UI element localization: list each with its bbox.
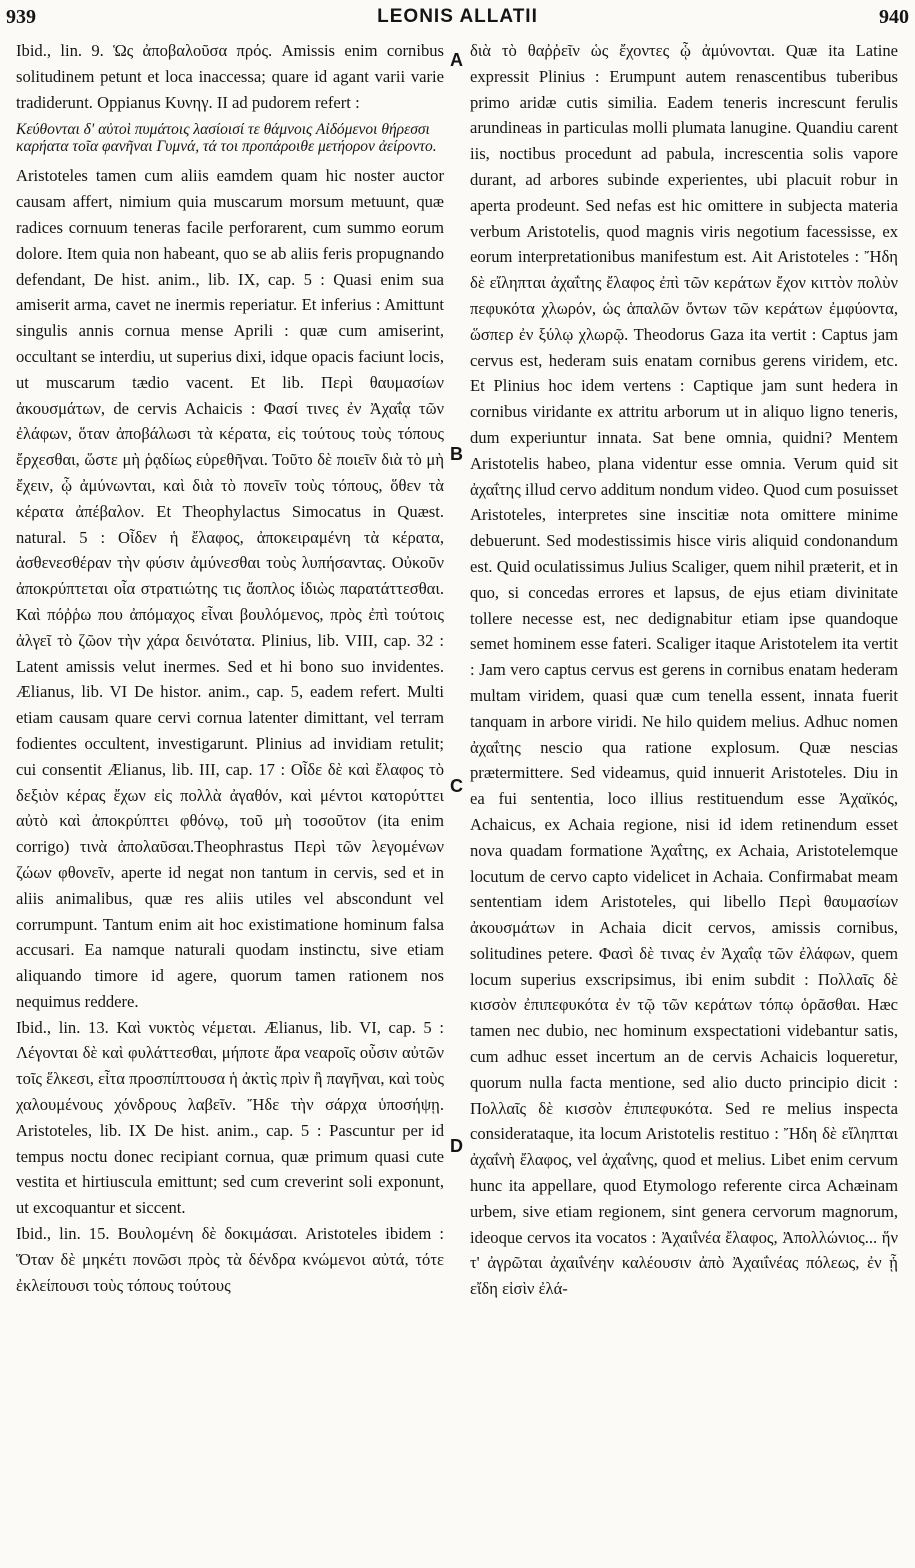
paragraph-ibid-lin-9: Ibid., lin. 9. Ὡς ἀποβαλοῦσα πρός. Amissis enim cornibus solitudinem petunt et loca inaccessa; quare id agant varii varie tradiderunt. Oppianus Κυνηγ. II ad pudorem refert : <box>16 41 444 112</box>
page-number-right: 940 <box>879 6 909 28</box>
left-column <box>16 38 444 1548</box>
paragraph-aristoteles-tamen: Aristoteles tamen cum aliis eamdem quam hic noster auctor causam affert, nimium quia muscarum morsum metuunt, quæ radices cornuum teneras facile perforarent, cum summo eorum dolore. Item quia non habeant, quo se ab aliis feris propugnando defendant, De hist. anim., lib. IX, cap. 5 : Quasi enim sua amiserit arma, cavet ne inermis reperiatur. Et inferius : Amittunt singulis annis cornua mense Aprili : quæ cum amiserint, occultant se interdiu, ut superius dixi, idque opacis faciunt locis, ut muscarum tædio vacent. Et lib. Περὶ θαυμασίων ἀκουσμάτων, de cervis Achaicis : Φασί τινες ἐν Ἀχαΐᾳ τῶν ἐλάφων, ὅταν ἀποβάλωσι τὰ κέρατα, εἰς τούτους τοὺς τόπους ἔρχεσθαι, ὥστε μὴ ῥᾳδίως εὑρεθῆναι. Τοῦτο δὲ ποιεῖν διὰ τὸ μὴ ἔχειν, ᾧ ἀμύνωνται, καὶ διὰ τὸ πονεῖν τοὺς τόπους, ὅθεν τὰ κέρατα ἀπέβαλον. Et Theophylactus Simocatus in Quæst. natural. 5 : Οἶδεν ἡ ἔλαφος, ἀποκειραμένη τὰ κέρατα, ἀσθενεσθέραν τὴν φύσιν ἀμύνεσθαι τοὺς λυπήσαντας. Οὐκοῦν ἀποκρύπτεται οἷα στρατιώτης τις ἄοπλος ἰδιὼς παρατάττεσθαι. Καὶ πόῤῥω που ἀπόμαχος εἶναι βουλόμενος, πρὸς ἐπὶ τούτοις ἀλγεῖ τὸ ζῶον τὴν χάρα δεινότατα. Plinius, lib. VIII, cap. 32 : Latent amissis velut inermes. Sed et hi bono suo invidentes. Ælianus, lib. VI De histor. anim., cap. 5, eadem refert. Multi etiam causam quare cervi cornua latenter dimittant, vel terram fodientes occultent, investigarunt. Plinius ad invidiam retulit; cui consentit Ælianus, lib. III, cap. 17 : Οἶδε δὲ καὶ ἔλαφος τὸ δεξιὸν κέρας ἔχων εἰς πολλὰ ἀγαθόν, καὶ μέντοι κατορύττει αὐτὸ καὶ ἀποκρύπτει φθόνῳ, τοῦ μὴ τοσοῦτον (ita enim corrigo) τινὰ ἀπολαῦσαι.Theophrastus Περὶ τῶν λεγομένων ζώων φθονεῖν, aperte id negat non tantum in cervis, sed et in aliis animalibus, quæ res aliis utiles vel abscondunt vel corrumpunt. Tantum enim ait hoc existimatione hominum falsa accusari. Ea namque naturali quodam instinctu, sive etiam aliquando timore id agere, quorum tamen rationem nos nequimus reddere. <box>16 166 444 1011</box>
paragraph-ibid-lin-15: Ibid., lin. 15. Βουλομένη δὲ δοκιμάσαι. Aristoteles ibidem : Ὅταν δὲ μηκέτι πονῶσι πρὸς τὰ δένδρα κνώμενοι αὐτά, τότε ἐκλείπουσι τοὺς τόπους τούτους <box>16 1224 444 1295</box>
margin-mark-c: C <box>450 776 463 796</box>
paragraph-right-continued: διὰ τὸ θαῤῥεῖν ὡς ἔχοντες ᾧ ἀμύνονται. Quæ ita Latine expressit Plinius : Erumpunt autem renascentibus tuberibus primo aridæ cutis similia. Eadem teneris increscunt ferulis arundineas in particulas molli plumata lanugine. Quandiu carent iis, noctibus procedunt ad pabula, increscentia solis vapore durant, ad arbores subinde experientes, ubi placuit robur in aperta prodeunt. Sed nefas est hic omittere in subjecta materia verbum Aristotelis, quod magnis viris negotium facessisse, ex eorum interpretationibus manifestum est. Ait Aristoteles : Ἤδη δὲ εἴληπται ἀχαΐτης ἔλαφος ἐπὶ τῶν κεράτων ἔχον κιττὸν πολὺν πεφυκότα χλωρόν, ὡς ἁπαλῶν ὄντων τῶν κεράτων ἐμφύοντα, ὥσπερ ἐν ξύλῳ χλωρῷ. Theodorus Gaza ita vertit : Captus jam cervus est, hederam suis enatam cornibus gerens viridem, etc. Et Plinius hoc idem vertens : Captique jam sunt hedera in cornibus viridante ex attritu arborum ut in aliquo ligno teneris, dum experiuntur innata. Sat bene omnia, quidni? Mentem Aristotelis habeo, plana videntur esse omnia. Verum quid sit ἀχαΐτης illud cervo additum nondum video. Quod cum posuisset Aristoteles, interpretes sine inscitiæ nota omittere minime debuerunt. Sed modestissimis hisce viris aliquid condonandum est. Quid oculatissimus Julius Scaliger, quem nihil præterit, et in quo, si concedas errores et lapsus, de ejus etiam divinitate tollere necesse est, nec dedignabitur etiam ipse quandoque semet hominem esse fateri. Scaliger itaque Aristotelem ita vertit : Jam vero captus cervus est gerens in cornibus enatam hederam multam viridem, quasi quæ cum tenella essent, innata fuerit tanquam in arbore viridi. Ne hilo quidem melius. Adhuc nomen ἀχαΐτης nescio qua ratione explosum. Quæ nescias prætermittere. Sed videamus, quid innuerit Aristoteles. Diu in ea fui sententia, loco illius restituendum esse Ἀχαϊκός, Achaicus, ex Achaia regione, nisi id idem retinendum esset nova quadam formatione Ἀχαΐτης, ex Achaia, Aristotelemque locutum de cervo capto videlicet in Achaia. Confirmabat meam sententiam idem Aristoteles, qui libello Περὶ θαυμασίων ἀκουσμάτων in Achaia dicit cervos, amissis cornibus, solitudines petere. Φασὶ δὲ τινας ἐν Ἀχαΐᾳ τῶν ἐλάφων, quem locum superius exscripsimus, ibi enim subdit : Πολλαῖς δὲ κισσὸν ἐπιπεφυκότα ἐν τῷ τῶν κεράτων τόπῳ ὁρᾶσθαι. Hæc tamen nec dubio, nec hominum exspectationi videbantur satis, cum adhuc esset incertum an de cervis Achaicis loqueretur, quorum nulla facta mentione, sed alio ducto principio dicit : Πολλαῖς δὲ κισσὸν ἐπιπεφυκότα. Sed re melius inspecta considerataque, ita locum Aristotelis restituo : Ἤδη δὲ εἴληπται ἀχαΐνὴ ἔλαφος, vel ἀχαΐνης, quod et melius. Libet enim cervum hunc ita appellare, quod Etymologo referente circa Achæinam urbem, sive etiam regionem, sint genera cervorum magnorum, ideoque cervos ita vocatos : Ἀχαιΐνέα ἔλαφος, Ἀπολλώνιος... ἥν τ' ἀγρῶται ἀχαιΐνέην καλέουσιν ἀπὸ Ἀχαιΐνέας πόλεως, ἐν ᾗ εἴδη εἰσὶν ἐλά- <box>470 41 898 1299</box>
margin-mark-b: B <box>450 444 463 464</box>
paragraph-ibid-lin-13: Ibid., lin. 13. Καὶ νυκτὸς νέμεται. Ælianus, lib. VI, cap. 5 : Λέγονται δὲ καὶ φυλάττεσθαι, μήποτε ἄρα νεαροῖς οὖσιν αὐτῶν τοῖς ἕλκεσι, εἶτα προσπίπτουσα ἡ ἀκτὶς πρὶν ἢ παγῆναι, καὶ τοὺς χαλουμένους χόνδρους λαβεῖν. Ἤδε τὴν σάρχα ὑποσήψῃ. Aristoteles, lib. IX De hist. anim., cap. 5 : Pascuntur per id tempus noctu donec recipiant cornua, quæ primum quasi cute vestita et hirtiuscula emittunt; sed cum creverint soli exponunt, ut excoquantur et siccent. <box>16 1017 444 1218</box>
margin-mark-d: D <box>450 1136 463 1156</box>
running-title: LEONIS ALLATII <box>377 6 538 27</box>
page-number-left: 939 <box>6 6 36 28</box>
margin-mark-a: A <box>450 50 463 70</box>
page-header <box>0 0 915 34</box>
right-column <box>470 38 898 1548</box>
oppianus-quote: Κεύθονται δ' αὐτοὶ πυμάτοις λασίοισί τε θάμνοις Αἰδόμενοι θήρεσσι καρήατα τοῖα φανῆναι Γυμνά, τά τοι προπάροιθε μετήορον ἀείροντο. <box>16 121 437 156</box>
